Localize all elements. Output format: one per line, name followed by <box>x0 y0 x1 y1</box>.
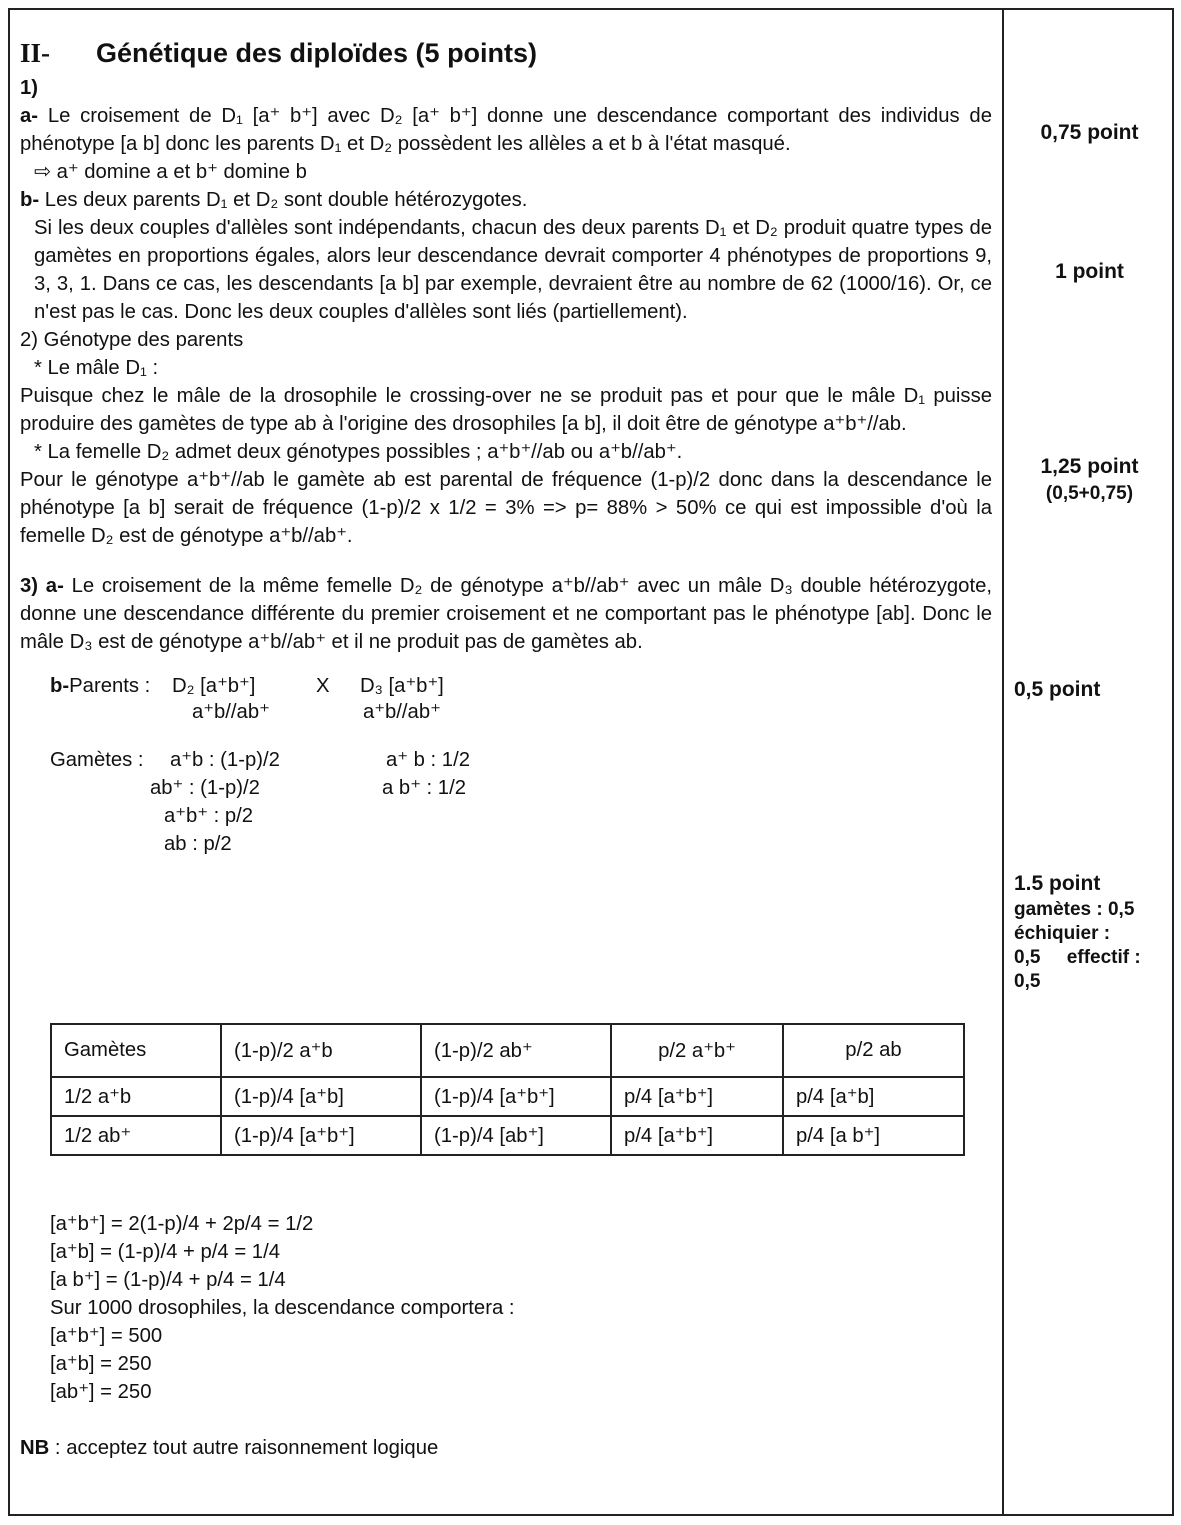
table-row <box>51 1077 964 1116</box>
table-cell: (1-p)/4 [a⁺b⁺] <box>221 1116 421 1155</box>
column-divider <box>1002 8 1004 1516</box>
q1b-label: b- <box>20 189 40 211</box>
score-q3b: 1.5 point <box>1014 872 1101 895</box>
result-line: [ab⁺] = 250 <box>50 1381 152 1403</box>
result-line: Sur 1000 drosophiles, la descendance comportera : <box>50 1297 515 1319</box>
score-q3b-detail <box>1014 898 1169 994</box>
q1a-block <box>20 102 992 158</box>
section-number: II- <box>20 38 51 68</box>
table-cell: (1-p)/4 [ab⁺] <box>421 1116 611 1155</box>
parents-cross <box>20 672 992 728</box>
gametes-block <box>20 746 992 858</box>
table-cell: 1/2 a⁺b <box>51 1077 221 1116</box>
score-detail-line: 0,5 <box>1014 971 1041 992</box>
score-detail-line: échiquier : <box>1014 923 1111 944</box>
q2-title: 2) Génotype des parents <box>20 329 244 351</box>
gamete-female: a⁺b : (1-p)/2 <box>170 749 280 771</box>
table-cell: (1-p)/4 [a⁺b⁺] <box>421 1077 611 1116</box>
score-q2: 1,25 point <box>1040 455 1139 478</box>
q1a-text: Le croisement de D₁ [a⁺ b⁺] avec D₂ [a⁺ b⁺] donne une descendance comportant des individus de phénotype [a b] donc les parents D₁ et D₂ possèdent les allèles a et b à l'état masqué. <box>20 105 992 155</box>
gamete-male: a⁺ b : 1/2 <box>386 749 470 771</box>
result-line: [a⁺b] = (1-p)/4 + p/4 = 1/4 <box>50 1241 280 1263</box>
table-cell: p/4 [a⁺b] <box>783 1077 964 1116</box>
table-cell: p/4 [a b⁺] <box>783 1116 964 1155</box>
parent1-genotype: a⁺b//ab⁺ <box>192 701 270 723</box>
table-cell: (1-p)/4 [a⁺b] <box>221 1077 421 1116</box>
gametes-label: Gamètes : <box>50 749 144 771</box>
q1b-line1: Les deux parents D₁ et D₂ sont double hétérozygotes. <box>44 189 528 211</box>
gamete-female: ab⁺ : (1-p)/2 <box>150 777 260 799</box>
cross-sign: X <box>316 675 330 697</box>
q1b-block <box>20 186 992 214</box>
table-cell: p/2 a⁺b⁺ <box>611 1024 783 1077</box>
q3-label: 3) <box>20 575 39 597</box>
gamete-female: ab : p/2 <box>164 833 232 855</box>
parent2-genotype: a⁺b//ab⁺ <box>363 701 441 723</box>
q3b-label: b- <box>50 675 70 697</box>
nb-label: NB <box>20 1437 50 1459</box>
result-line: [a⁺b⁺] = 2(1-p)/4 + 2p/4 = 1/2 <box>50 1213 314 1235</box>
parents-label: Parents : <box>69 675 151 697</box>
results-block <box>50 1210 515 1406</box>
punnett-square <box>50 1023 965 1156</box>
parent2-phenotype: D₃ [a⁺b⁺] <box>360 675 444 697</box>
q2-female-label: * La femelle D₂ admet deux génotypes possibles ; a⁺b⁺//ab ou a⁺b//ab⁺. <box>34 441 683 463</box>
q2-female-text: Pour le génotype a⁺b⁺//ab le gamète ab est parental de fréquence (1-p)/2 donc dans la descendance le phénotype [a b] serait de fréquence (1-p)/2 x 1/2 = 3% => p= 88% > 50% ce qui est impossible d'où la femelle D₂ est de génotype a⁺b//ab⁺. <box>20 469 992 547</box>
score-detail-line: gamètes : 0,5 <box>1014 899 1135 920</box>
q2-male-label: * Le mâle D₁ : <box>34 357 159 379</box>
q1b-text: Si les deux couples d'allèles sont indépendants, chacun des deux parents D₁ et D₂ produit quatre types de gamètes en proportions égales, alors leur descendance devrait comporter 4 phénotypes de proportions 9, 3, 3, 1. Dans ce cas, les descendants [a b] par exemple, devraient être au nombre de 62 (1000/16). Or, ce n'est pas le cas. Donc les deux couples d'allèles sont liés (partiellement). <box>34 217 992 323</box>
q3a-block <box>20 572 992 656</box>
score-q2-detail: (0,5+0,75) <box>1045 483 1134 504</box>
gamete-female: a⁺b⁺ : p/2 <box>164 805 254 827</box>
result-line: [a⁺b] = 250 <box>50 1353 152 1375</box>
section-title <box>20 36 992 70</box>
table-cell: Gamètes <box>51 1024 221 1077</box>
answer-column <box>20 36 992 858</box>
table-cell: p/4 [a⁺b⁺] <box>611 1116 783 1155</box>
score-q3a: 0,5 point <box>1014 678 1101 701</box>
table-cell: (1-p)/2 a⁺b <box>221 1024 421 1077</box>
score-q1a: 0,75 point <box>1040 121 1139 144</box>
table-cell: (1-p)/2 ab⁺ <box>421 1024 611 1077</box>
table-row <box>51 1116 964 1155</box>
table-cell: 1/2 ab⁺ <box>51 1116 221 1155</box>
table-cell: p/4 [a⁺b⁺] <box>611 1077 783 1116</box>
gamete-male: a b⁺ : 1/2 <box>382 777 466 799</box>
q1a-conclusion: ⇨ a⁺ domine a et b⁺ domine b <box>34 161 307 183</box>
result-line: [a⁺b⁺] = 500 <box>50 1325 163 1347</box>
q2-male-text: Puisque chez le mâle de la drosophile le crossing-over ne se produit pas et pour que le mâle D₁ puisse produire des gamètes de type ab à l'origine des drosophiles [a b], il doit être de génotype a⁺b⁺//ab. <box>20 385 992 435</box>
q3a-text: Le croisement de la même femelle D₂ de génotype a⁺b//ab⁺ avec un mâle D₃ double hétérozygote, donne une descendance différente du premier croisement et ne comportant pas le phénotype [ab]. Donc le mâle D₃ est de génotype a⁺b//ab⁺ et il ne produit pas de gamètes ab. <box>20 575 992 653</box>
q3a-label: a- <box>45 575 64 597</box>
nb-note <box>20 1434 438 1462</box>
table-header-row <box>51 1024 964 1077</box>
q1-label: 1) <box>20 77 39 99</box>
table-cell: p/2 ab <box>783 1024 964 1077</box>
parent1-phenotype: D₂ [a⁺b⁺] <box>172 675 256 697</box>
nb-text: : acceptez tout autre raisonnement logique <box>49 1437 439 1459</box>
section-heading: Génétique des diploïdes (5 points) <box>96 38 538 68</box>
score-q1b: 1 point <box>1055 260 1124 283</box>
score-detail-line: 0,5 effectif : <box>1014 947 1141 968</box>
q1a-label: a- <box>20 105 39 127</box>
result-line: [a b⁺] = (1-p)/4 + p/4 = 1/4 <box>50 1269 286 1291</box>
